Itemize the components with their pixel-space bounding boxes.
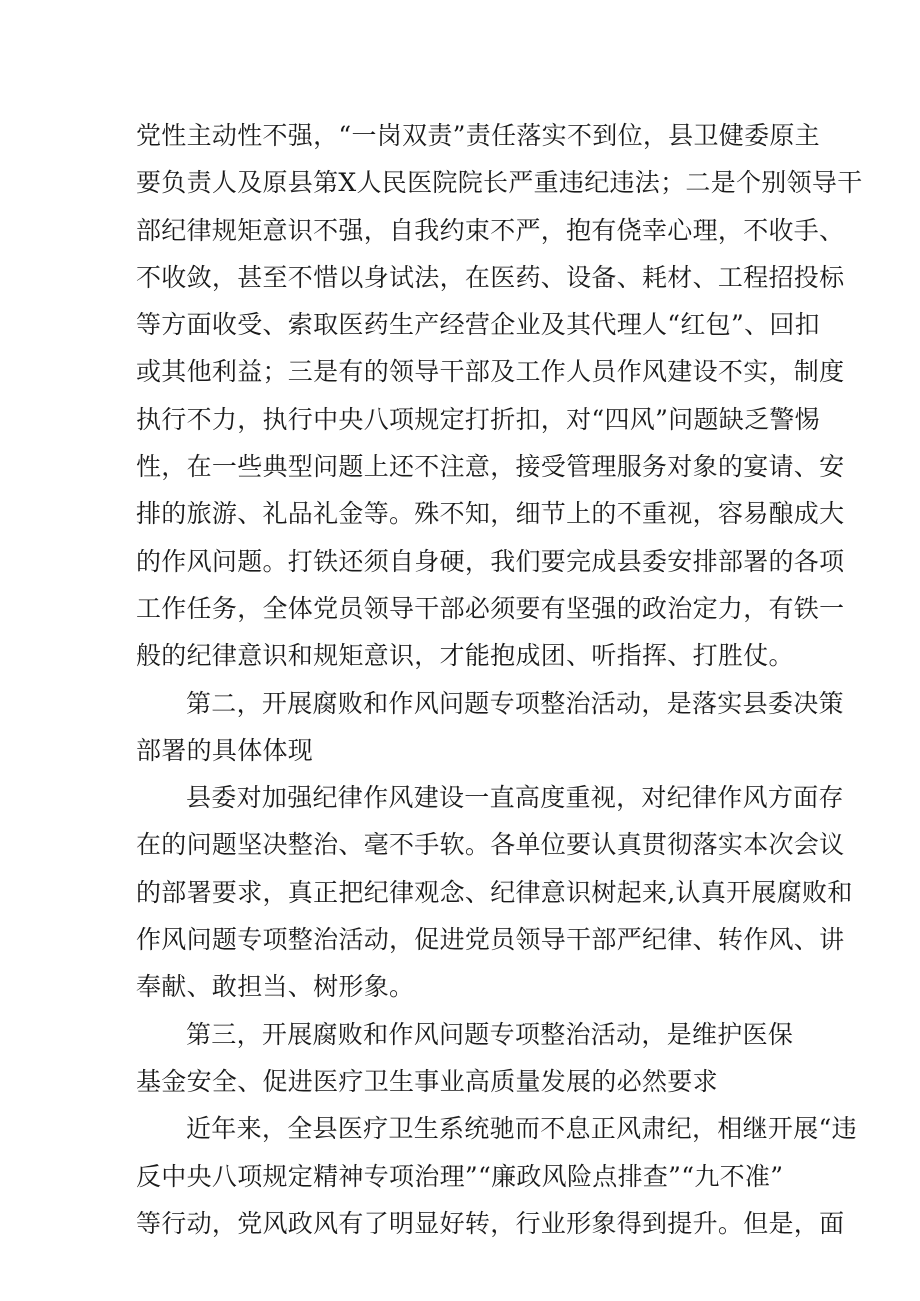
text-line: 排的旅游、礼品礼金等。殊不知，细节上的不重视，容易酿成大 <box>136 499 845 529</box>
text-line: 要负责人及原县第X人民医院院长严重违纪违法；二是个别领导干 <box>136 168 863 198</box>
text-line: 不收敛，甚至不惜以身试法，在医药、设备、耗材、工程招投标 <box>136 262 845 292</box>
text-line: 等方面收受、索取医药生产经营企业及其代理人“红包”、回扣 <box>136 310 820 340</box>
text-line: 部纪律规矩意识不强，自我约束不严，抱有侥幸心理，不收手、 <box>136 215 845 245</box>
text-line: 反中央八项规定精神专项治理”“廉政风险点排查”“九不准” <box>136 1161 784 1191</box>
text-line: 性，在一些典型问题上还不注意，接受管理服务对象的宴请、安 <box>136 452 845 482</box>
text-line: 执行不力，执行中央八项规定打折扣，对“四风”问题缺乏警惕 <box>136 404 820 434</box>
section-heading-line: 部署的具体体现 <box>136 735 314 765</box>
text-line: 县委对加强纪律作风建设一直高度重视，对纪律作风方面存 <box>186 783 844 813</box>
text-line: 近年来，全县医疗卫生系统驰而不息正风肃纪，相继开展“违 <box>186 1114 857 1144</box>
text-line: 等行动，党风政风有了明显好转，行业形象得到提升。但是，面 <box>136 1208 845 1238</box>
text-line: 在的问题坚决整治、毫不手软。各单位要认真贯彻落实本次会议 <box>136 830 845 860</box>
text-line: 奉献、敢担当、树形象。 <box>136 972 415 1002</box>
text-line: 或其他利益；三是有的领导干部及工作人员作风建设不实，制度 <box>136 357 845 387</box>
text-line: 的作风问题。打铁还须自身硬，我们要完成县委安排部署的各项 <box>136 546 845 576</box>
section-heading-line: 第二，开展腐败和作风问题专项整治活动，是落实县委决策 <box>186 688 844 718</box>
text-line: 工作任务，全体党员领导干部必须要有坚强的政治定力，有铁一 <box>136 593 845 623</box>
text-line: 党性主动性不强，“一岗双责”责任落实不到位，县卫健委原主 <box>136 121 820 150</box>
section-heading-line: 第三，开展腐败和作风问题专项整治活动，是维护医保 <box>186 1019 794 1049</box>
section-heading-line: 基金安全、促进医疗卫生事业高质量发展的必然要求 <box>136 1066 718 1096</box>
body-text <box>136 112 863 1247</box>
text-line: 的部署要求，真正把纪律观念、纪律意识树起来,认真开展腐败和 <box>136 877 853 907</box>
text-line: 般的纪律意识和规矩意识，才能抱成团、听指挥、打胜仗。 <box>136 641 794 671</box>
text-line: 作风问题专项整治活动，促进党员领导干部严纪律、转作风、讲 <box>136 925 845 955</box>
